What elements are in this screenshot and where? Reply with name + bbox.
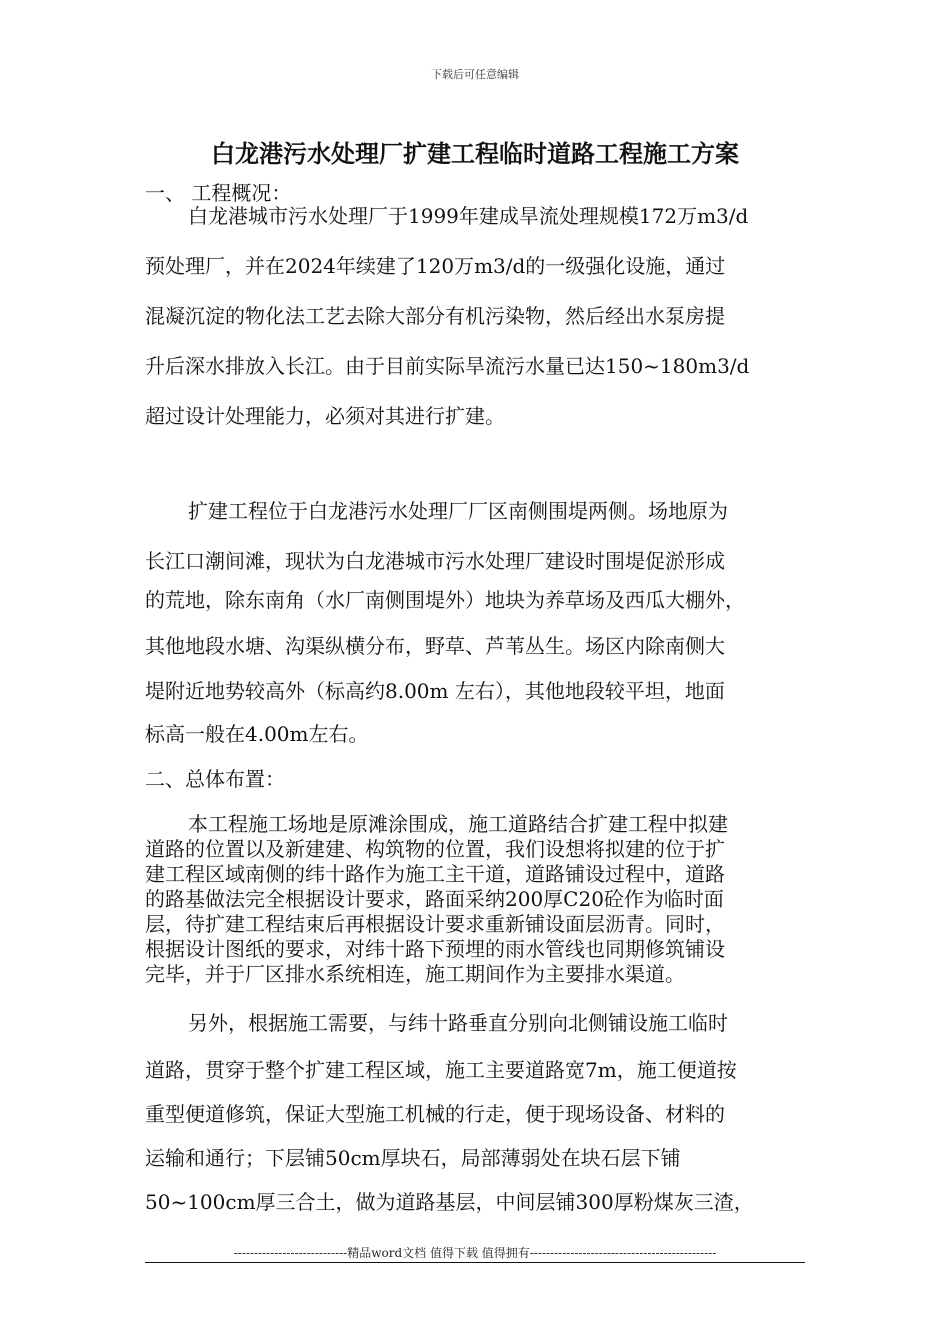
page-footer: ----------------------------精品word文档 值得下载 值得拥有---------------------------------------------- (233, 1246, 717, 1260)
paragraph-line: 另外，根据施工需要，与纬十路垂直分别向北侧铺设施工临时 (188, 1011, 728, 1035)
paragraph-line: 扩建工程位于白龙港污水处理厂厂区南侧围堤两侧。场地原为 (188, 499, 728, 523)
page-header: 下载后可任意编辑 (431, 68, 519, 81)
paragraph-line: 的路基做法完全根据设计要求，路面采纳200厚C20砼作为临时面 (145, 887, 724, 911)
paragraph-line: 道路，贯穿于整个扩建工程区域，施工主要道路宽7m，施工便道按 (145, 1058, 737, 1082)
section-heading: 一、 工程概况： (145, 181, 292, 205)
paragraph-line: 长江口潮间滩，现状为白龙港城市污水处理厂建设时围堤促淤形成 (145, 549, 725, 573)
paragraph-line: 其他地段水塘、沟渠纵横分布，野草、芦苇丛生。场区内除南侧大 (145, 634, 725, 658)
paragraph-line: 本工程施工场地是原滩涂围成，施工道路结合扩建工程中拟建 (188, 812, 728, 836)
paragraph-line: 重型便道修筑，保证大型施工机械的行走，便于现场设备、材料的 (145, 1102, 725, 1126)
paragraph-line: 50~100cm厚三合土，做为道路基层，中间层铺300厚粉煤灰三渣， (145, 1190, 754, 1214)
paragraph-line: 道路的位置以及新建建、构筑物的位置，我们设想将拟建的位于扩 (145, 837, 725, 861)
section-heading: 二、总体布置： (145, 767, 285, 791)
document-title: 白龙港污水处理厂扩建工程临时道路工程施工方案 (211, 140, 739, 168)
paragraph-line: 建工程区域南侧的纬十路作为施工主干道，道路铺设过程中，道路 (145, 862, 725, 886)
paragraph-line: 超过设计处理能力，必须对其进行扩建。 (145, 404, 505, 428)
paragraph-line: 白龙港城市污水处理厂于1999年建成旱流处理规模172万m3/d (188, 204, 749, 228)
paragraph-line: 升后深水排放入长江。由于目前实际旱流污水量已达150~180m3/d (145, 354, 750, 378)
footer-rule (145, 1262, 805, 1263)
paragraph-line: 的荒地，除东南角（水厂南侧围堤外）地块为养草场及西瓜大棚外， (145, 588, 745, 612)
paragraph-line: 堤附近地势较高外（标高约8.00m 左右），其他地段较平坦，地面 (145, 679, 725, 703)
paragraph-line: 混凝沉淀的物化法工艺去除大部分有机污染物，然后经出水泵房提 (145, 304, 725, 328)
paragraph-line: 完毕，并于厂区排水系统相连，施工期间作为主要排水渠道。 (145, 962, 685, 986)
paragraph-line: 标高一般在4.00m左右。 (145, 722, 369, 746)
paragraph-line: 层，待扩建工程结束后再根据设计要求重新铺设面层沥青。同时， (145, 912, 725, 936)
paragraph-line: 根据设计图纸的要求，对纬十路下预埋的雨水管线也同期修筑铺设 (145, 937, 725, 961)
paragraph-line: 运输和通行；下层铺50cm厚块石，局部薄弱处在块石层下铺 (145, 1146, 681, 1170)
paragraph-line: 预处理厂，并在2024年续建了120万m3/d的一级强化设施，通过 (145, 254, 726, 278)
